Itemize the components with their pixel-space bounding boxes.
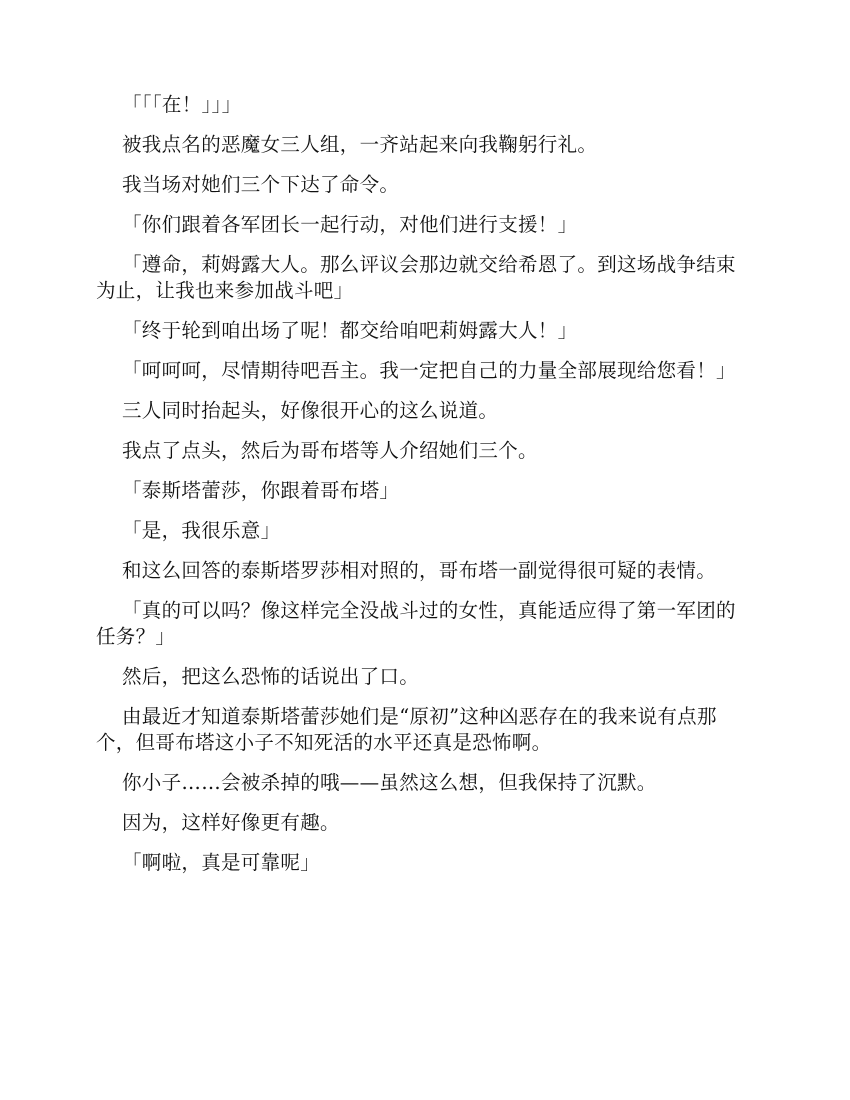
paragraph-8: 三人同时抬起头，好像很开心的这么说道。 [122, 399, 499, 422]
paragraph-11: 「是，我很乐意」 [122, 519, 281, 542]
paragraph-13: 「真的可以吗？像这样完全没战斗过的女性，真能适应得了第一军团的任务？」 [96, 599, 736, 648]
paragraph-9: 我点了点头，然后为哥布塔等人介绍她们三个。 [122, 439, 538, 462]
paragraph-18: 「啊啦，真是可靠呢」 [122, 851, 321, 874]
paragraph-3: 我当场对她们三个下达了命令。 [122, 173, 400, 196]
paragraph-14: 然后，把这么恐怖的话说出了口。 [122, 665, 420, 688]
paragraph-15: 由最近才知道泰斯塔蕾莎她们是“原初”这种凶恶存在的我来说有点那个，但哥布塔这小子不知死活的水平还真是恐怖啊。 [96, 705, 717, 754]
paragraph-4: 「你们跟着各军团长一起行动，对他们进行支援！」 [122, 213, 578, 236]
document-page [96, 92, 752, 890]
paragraph-12: 和这么回答的泰斯塔罗莎相对照的，哥布塔一副觉得很可疑的表情。 [122, 559, 717, 582]
paragraph-5: 「遵命，莉姆露大人。那么评议会那边就交给希恩了。到这场战争结束为止，让我也来参加战斗吧」 [96, 253, 736, 302]
paragraph-16: 你小子……会被杀掉的哦——虽然这么想，但我保持了沉默。 [122, 771, 657, 794]
paragraph-17: 因为，这样好像更有趣。 [122, 811, 340, 834]
paragraph-6: 「终于轮到咱出场了呢！都交给咱吧莉姆露大人！」 [122, 319, 578, 342]
paragraph-1: 「「「在！」」」 [122, 93, 242, 116]
paragraph-10: 「泰斯塔蕾莎，你跟着哥布塔」 [122, 479, 400, 502]
paragraph-7: 「呵呵呵，尽情期待吧吾主。我一定把自己的力量全部展现给您看！」 [122, 359, 736, 382]
paragraph-2: 被我点名的恶魔女三人组，一齐站起来向我鞠躬行礼。 [122, 133, 598, 156]
